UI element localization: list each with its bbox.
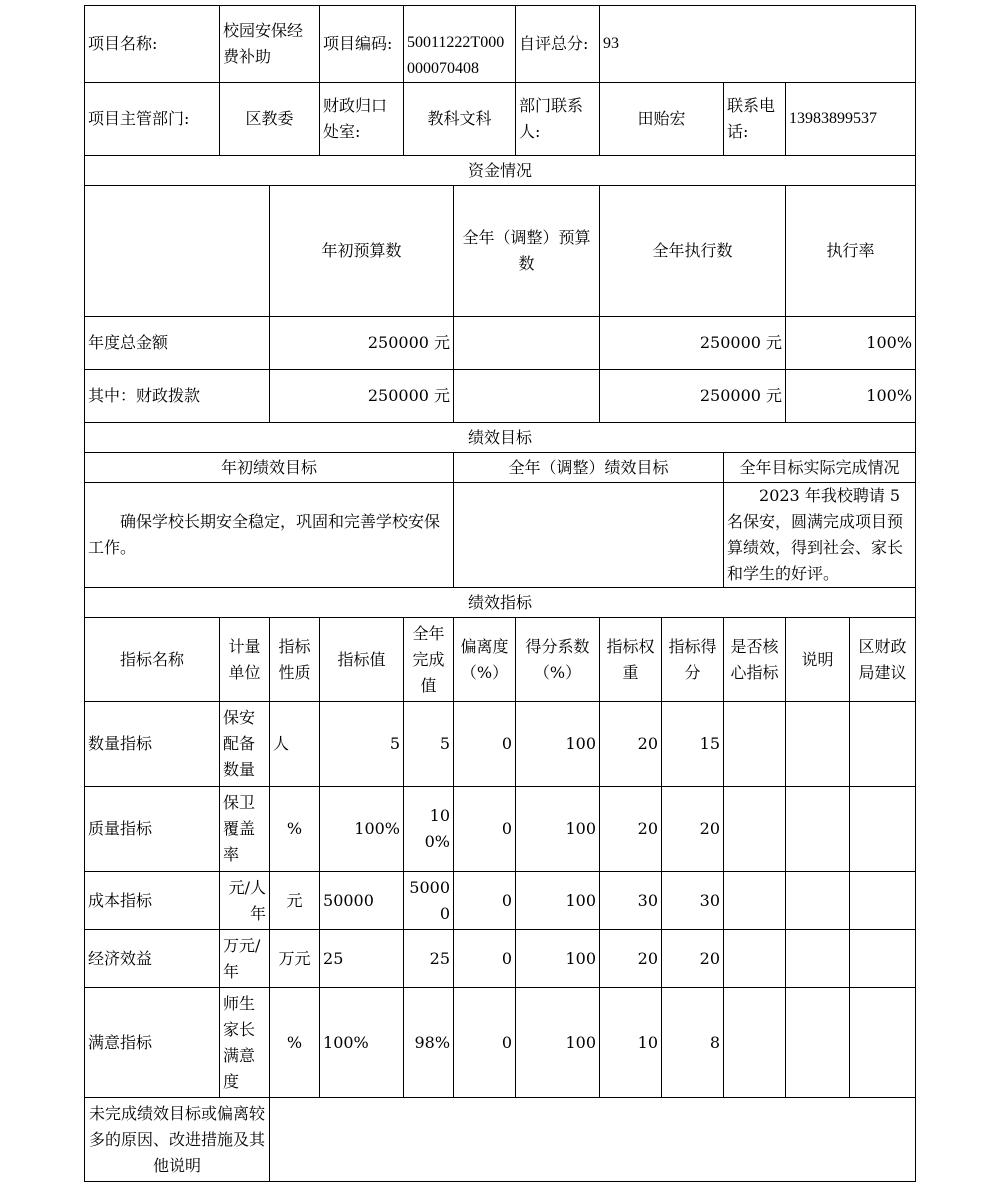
performance-evaluation-table: [84, 5, 916, 1182]
self-score-label: 自评总分:: [516, 6, 600, 83]
ind-header-advice: 区财政局建议: [850, 618, 916, 702]
phone-value: 13983899537: [786, 83, 916, 156]
ind-header-weight: 指标权重: [600, 618, 662, 702]
ind-row-unit: 元/人年: [220, 872, 270, 930]
ind-row-value: 100%: [320, 787, 404, 872]
ind-row-done: 50000: [404, 872, 454, 930]
dept-value: 区教委: [220, 83, 320, 156]
funds-header-initial: 年初预算数: [270, 186, 454, 317]
funds-header-rate: 执行率: [786, 186, 916, 317]
ind-row-dev: 0: [454, 988, 516, 1098]
funds-row-executed: 250000 元: [600, 317, 786, 370]
ind-header-nature: 指标性质: [270, 618, 320, 702]
funds-row-adjusted: [454, 370, 600, 423]
project-code: 50011222T000000070408: [404, 6, 516, 83]
ind-row-nature: %: [270, 787, 320, 872]
ind-header-note: 说明: [786, 618, 850, 702]
ind-header-coef: 得分系数（%）: [516, 618, 600, 702]
ind-row-core: [724, 872, 786, 930]
footer-value: [270, 1098, 916, 1182]
ind-row-unit: 师生家长满意度: [220, 988, 270, 1098]
funds-row-executed: 250000 元: [600, 370, 786, 423]
ind-row-done: 98%: [404, 988, 454, 1098]
phone-label: 联系电话:: [724, 83, 786, 156]
ind-row-score: 15: [662, 702, 724, 787]
ind-row-value: 25: [320, 930, 404, 988]
ind-row-value: 5: [320, 702, 404, 787]
ind-row-note: [786, 872, 850, 930]
funds-row-name: 年度总金额: [85, 317, 270, 370]
goals-header-actual: 全年目标实际完成情况: [724, 453, 916, 483]
ind-row-note: [786, 702, 850, 787]
ind-row-nature: 人: [270, 702, 320, 787]
ind-row-name: 经济效益: [85, 930, 220, 988]
ind-row-advice: [850, 930, 916, 988]
ind-row-name: 数量指标: [85, 702, 220, 787]
ind-row-weight: 30: [600, 872, 662, 930]
dept-label: 项目主管部门:: [85, 83, 220, 156]
ind-row-weight: 20: [600, 930, 662, 988]
funds-header-blank: [85, 186, 270, 317]
project-code-label: 项目编码:: [320, 6, 404, 83]
ind-row-core: [724, 787, 786, 872]
goals-adjusted-text: [454, 483, 724, 588]
ind-row-coef: 100: [516, 787, 600, 872]
funds-section-title: 资金情况: [85, 156, 916, 186]
ind-row-core: [724, 702, 786, 787]
funds-row-rate: 100%: [786, 317, 916, 370]
ind-row-advice: [850, 988, 916, 1098]
ind-row-name: 质量指标: [85, 787, 220, 872]
ind-row-coef: 100: [516, 988, 600, 1098]
ind-row-coef: 100: [516, 872, 600, 930]
ind-row-core: [724, 988, 786, 1098]
ind-row-name: 满意指标: [85, 988, 220, 1098]
ind-header-score: 指标得分: [662, 618, 724, 702]
ind-header-core: 是否核心指标: [724, 618, 786, 702]
goals-actual-text: 2023 年我校聘请 5 名保安，圆满完成项目预算绩效，得到社会、家长和学生的好评。: [724, 483, 916, 588]
ind-row-dev: 0: [454, 702, 516, 787]
goals-header-adjusted: 全年（调整）绩效目标: [454, 453, 724, 483]
ind-row-advice: [850, 872, 916, 930]
ind-row-weight: 10: [600, 988, 662, 1098]
ind-row-score: 8: [662, 988, 724, 1098]
finance-label: 财政归口处室:: [320, 83, 404, 156]
funds-row-initial: 250000 元: [270, 317, 454, 370]
ind-header-done: 全年完成值: [404, 618, 454, 702]
ind-row-nature: %: [270, 988, 320, 1098]
ind-row-advice: [850, 787, 916, 872]
ind-row-note: [786, 930, 850, 988]
ind-row-done: 100%: [404, 787, 454, 872]
contact-label: 部门联系人:: [516, 83, 600, 156]
ind-row-core: [724, 930, 786, 988]
ind-row-weight: 20: [600, 787, 662, 872]
funds-row-rate: 100%: [786, 370, 916, 423]
ind-row-score: 20: [662, 787, 724, 872]
ind-row-nature: 万元: [270, 930, 320, 988]
self-score: 93: [600, 6, 916, 83]
ind-row-score: 20: [662, 930, 724, 988]
goals-section-title: 绩效目标: [85, 423, 916, 453]
contact-value: 田贻宏: [600, 83, 724, 156]
goals-header-initial: 年初绩效目标: [85, 453, 454, 483]
ind-row-coef: 100: [516, 930, 600, 988]
ind-row-done: 25: [404, 930, 454, 988]
ind-row-unit: 保安配备数量: [220, 702, 270, 787]
ind-row-nature: 元: [270, 872, 320, 930]
finance-value: 教科文科: [404, 83, 516, 156]
funds-row-name: 其中：财政拨款: [85, 370, 270, 423]
funds-row-adjusted: [454, 317, 600, 370]
ind-row-dev: 0: [454, 787, 516, 872]
ind-row-name: 成本指标: [85, 872, 220, 930]
funds-header-executed: 全年执行数: [600, 186, 786, 317]
funds-row-initial: 250000 元: [270, 370, 454, 423]
ind-row-dev: 0: [454, 930, 516, 988]
ind-row-score: 30: [662, 872, 724, 930]
project-name: 校园安保经费补助: [220, 6, 320, 83]
ind-header-value: 指标值: [320, 618, 404, 702]
ind-row-note: [786, 787, 850, 872]
ind-row-value: 100%: [320, 988, 404, 1098]
ind-header-dev: 偏离度（%）: [454, 618, 516, 702]
project-name-label: 项目名称:: [85, 6, 220, 83]
ind-row-done: 5: [404, 702, 454, 787]
funds-header-adjusted: 全年（调整）预算数: [454, 186, 600, 317]
ind-row-weight: 20: [600, 702, 662, 787]
ind-row-dev: 0: [454, 872, 516, 930]
ind-row-unit: 万元/年: [220, 930, 270, 988]
indicators-section-title: 绩效指标: [85, 588, 916, 618]
ind-row-note: [786, 988, 850, 1098]
footer-label: 未完成绩效目标或偏离较多的原因、改进措施及其他说明: [85, 1098, 270, 1182]
ind-row-value: 50000: [320, 872, 404, 930]
ind-header-name: 指标名称: [85, 618, 220, 702]
ind-row-unit: 保卫覆盖率: [220, 787, 270, 872]
ind-row-coef: 100: [516, 702, 600, 787]
goals-initial-text: 确保学校长期安全稳定，巩固和完善学校安保工作。: [85, 483, 454, 588]
ind-row-advice: [850, 702, 916, 787]
ind-header-unit: 计量单位: [220, 618, 270, 702]
